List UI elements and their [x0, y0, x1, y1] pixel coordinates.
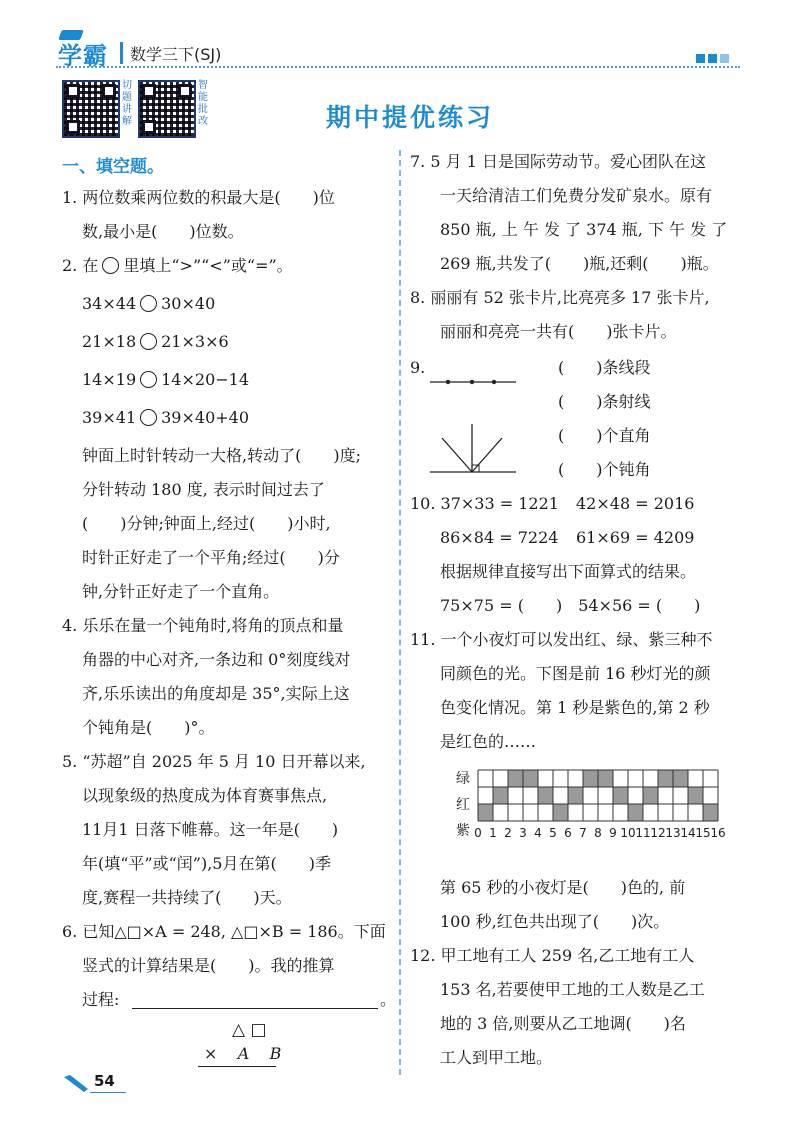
q9-segments: ( )条线段: [558, 358, 651, 377]
grid-x-label: 4: [534, 826, 542, 840]
grid-x-label: 13: [665, 826, 681, 840]
q8-line-2: 丽丽和亮亮一共有( )张卡片。: [440, 322, 677, 341]
segment-diagram: [430, 372, 520, 396]
lit-cell: [613, 787, 628, 804]
header-rule: [56, 66, 740, 68]
q12-line-4: 工人到甲工地。: [440, 1048, 553, 1067]
grid-x-label: 1: [489, 826, 497, 840]
grid-x-label: 14: [680, 826, 696, 840]
q10-eq-3: 86×84 = 7224: [440, 528, 559, 547]
q10-eq-1: 10. 37×33 = 1221: [410, 494, 559, 513]
compare-row: 21×18 21×3×6: [82, 332, 229, 351]
grid-x-label: 11: [635, 826, 651, 840]
q4-line-4: 个钝角是( )°。: [82, 718, 215, 737]
grid-x-label: 15: [695, 826, 711, 840]
answer-circle-icon[interactable]: [140, 371, 157, 388]
angle-diagram: [430, 420, 520, 484]
compare-row: 39×41 39×40+40: [82, 408, 250, 427]
qr-code-explain[interactable]: [62, 80, 120, 138]
q5-line-2: 以现象级的热度成为体育赛事焦点,: [82, 786, 328, 805]
lit-cell: [643, 787, 658, 804]
q7-line-1: 7. 5 月 1 日是国际劳动节。爱心团队在这: [410, 152, 706, 171]
vertical-rule: [198, 1066, 276, 1067]
grid-x-label: 6: [564, 826, 572, 840]
lit-cell: [703, 804, 718, 821]
grid-x-label: 8: [594, 826, 602, 840]
grid-x-label: 0: [474, 826, 482, 840]
q9-rays: ( )条射线: [558, 392, 651, 411]
q7-line-2: 一天给清洁工们免费分发矿泉水。原有: [440, 186, 713, 205]
q11-line-3: 色变化情况。第 1 秒是紫色的,第 2 秒: [440, 698, 710, 717]
q5-line-5: 度,赛程一共持续了( )天。: [82, 888, 292, 907]
q9-obtuse-angles: ( )个钝角: [558, 460, 651, 479]
light-color-grid: [474, 766, 734, 862]
lit-cell: [673, 770, 688, 787]
q1-line-1: 1. 两位数乘两位数的积最大是( )位: [62, 188, 335, 207]
lit-cell: [583, 770, 598, 787]
grid-row-label-red: 红: [456, 797, 470, 813]
lit-cell: [478, 804, 493, 821]
q10-eq-2: 42×48 = 2016: [576, 494, 695, 513]
q5-line-1: 5. “苏超”自 2025 年 5 月 10 日开幕以来,: [62, 752, 366, 771]
q10-eq-4: 61×69 = 4209: [576, 528, 695, 547]
book-title: 数学三下(SJ): [130, 45, 222, 64]
compare-circle-icon: [102, 257, 119, 274]
q3-line-3: ( )分钟;钟面上,经过( )小时,: [82, 514, 331, 533]
reasoning-answer-line[interactable]: [132, 1008, 378, 1009]
q11-line-5: 第 65 秒的小夜灯是( )色的, 前: [440, 878, 686, 897]
q8-line-1: 8. 丽丽有 52 张卡片,比亮亮多 17 张卡片,: [410, 288, 710, 307]
pencil-icon: [62, 1073, 90, 1093]
qr-code-grading[interactable]: [138, 80, 196, 138]
q9-label: 9.: [410, 358, 426, 377]
lit-cell: [538, 787, 553, 804]
q11-line-2: 同颜色的光。下图是前 16 秒灯光的颜: [440, 664, 711, 683]
grid-x-label: 9: [609, 826, 617, 840]
header-separator: [120, 42, 123, 64]
answer-circle-icon[interactable]: [140, 409, 157, 426]
q4-line-1: 4. 乐乐在量一个钝角时,将角的顶点和量: [62, 616, 344, 635]
q3-line-5: 钟,分针正好走了一个直角。: [82, 582, 280, 601]
q12-line-2: 153 名,若要使甲工地的工人数是乙工: [440, 980, 705, 999]
grid-row-label-green: 绿: [456, 771, 470, 787]
lit-cell: [628, 804, 643, 821]
lit-cell: [493, 787, 508, 804]
column-divider: [399, 150, 401, 1075]
lit-cell: [523, 770, 538, 787]
q3-line-4: 时针正好走了一个平角;经过( )分: [82, 548, 340, 567]
grid-row-label-purple: 紫: [456, 823, 470, 839]
lit-cell: [598, 770, 613, 787]
q12-line-1: 12. 甲工地有工人 259 名,乙工地有工人: [410, 946, 695, 965]
q7-line-4: 269 瓶,共发了( )瓶,还剩( )瓶。: [440, 254, 719, 273]
grid-x-label: 5: [549, 826, 557, 840]
lit-cell: [508, 770, 523, 787]
grid-x-label: 7: [579, 826, 587, 840]
answer-circle-icon[interactable]: [140, 333, 157, 350]
qr-label-grading: 智能批改: [198, 80, 208, 127]
section-title: 一、填空题。: [62, 157, 164, 177]
vertical-top: △ □: [232, 1020, 267, 1040]
grid-x-label: 12: [650, 826, 666, 840]
q5-line-4: 年(填“平”或“闰”),5月在第( )季: [82, 854, 331, 873]
grid-x-label: 2: [504, 826, 512, 840]
q6-line-2: 竖式的计算结果是( )。我的推算: [82, 956, 335, 975]
page-number: 54: [94, 1072, 115, 1090]
q6-line-1: 6. 已知△□×A = 248, △□×B = 186。下面: [62, 922, 386, 941]
compare-row: 34×44 30×40: [82, 294, 216, 313]
qr-label-explain: 切题讲解: [122, 80, 132, 127]
q3-line-1: 钟面上时针转动一大格,转动了( )度;: [82, 446, 361, 465]
lit-cell: [658, 770, 673, 787]
q6-line-end: 。: [380, 990, 397, 1009]
header-decoration: [696, 48, 732, 67]
q10-instruction: 根据规律直接写出下面算式的结果。: [440, 562, 697, 581]
q12-line-3: 地的 3 倍,则要从乙工地调( )名: [440, 1014, 686, 1033]
q1-line-2: 数,最小是( )位数。: [82, 222, 244, 241]
answer-circle-icon[interactable]: [140, 295, 157, 312]
q5-line-3: 11月1 日落下帷幕。这一年是( ): [82, 820, 339, 839]
lit-cell: [568, 787, 583, 804]
page-title: 期中提优练习: [325, 103, 494, 132]
q11-line-1: 11. 一个小夜灯可以发出红、绿、紫三种不: [410, 630, 713, 649]
page-number-rule: [90, 1092, 126, 1093]
q9-right-angles: ( )个直角: [558, 426, 651, 445]
q11-line-6: 100 秒,红色共出现了( )次。: [440, 912, 670, 931]
q10-answers: 75×75 = ( ) 54×56 = ( ): [440, 596, 701, 615]
q4-line-2: 角器的中心对齐,一条边和 0°刻度线对: [82, 650, 351, 669]
q6-line-3: 过程:: [82, 990, 120, 1009]
brand-logo: 学霸: [58, 42, 108, 70]
q2-line: 2. 在 里填上“>”“<”或“=”。: [62, 256, 293, 275]
grid-x-label: 3: [519, 826, 527, 840]
grid-x-label: 16: [710, 826, 726, 840]
q11-line-4: 是红色的……: [440, 732, 537, 751]
q3-line-2: 分针转动 180 度, 表示时间过去了: [82, 480, 325, 499]
compare-row: 14×19 14×20−14: [82, 370, 250, 389]
grid-x-label: 10: [620, 826, 636, 840]
q4-line-3: 齐,乐乐读出的角度却是 35°,实际上这: [82, 684, 350, 703]
lit-cell: [553, 804, 568, 821]
q7-line-3: 850 瓶, 上 午 发 了 374 瓶, 下 午 发 了: [440, 220, 728, 239]
vertical-bottom: × A B: [204, 1044, 282, 1063]
lit-cell: [688, 787, 703, 804]
